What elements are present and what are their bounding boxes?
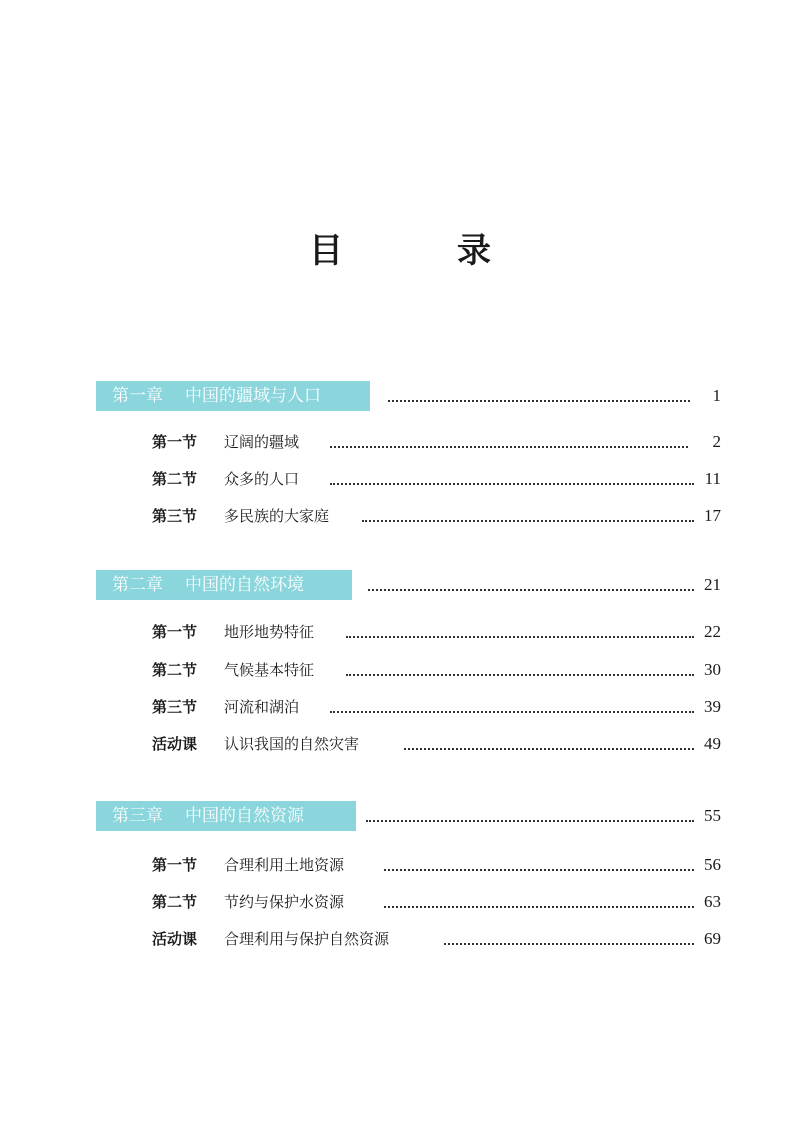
section-title: 河流和湖泊 bbox=[224, 698, 300, 716]
dot-leader bbox=[444, 943, 694, 945]
dot-leader bbox=[384, 869, 694, 871]
chapter-title: 中国的自然环境 bbox=[185, 575, 304, 595]
section-title: 节约与保护水资源 bbox=[224, 893, 345, 911]
toc-section-3-1[interactable] bbox=[0, 850, 800, 880]
chapter-number: 第二章 bbox=[112, 575, 163, 595]
toc-chapter-3[interactable] bbox=[0, 801, 800, 831]
section-label bbox=[152, 617, 314, 647]
dot-leader bbox=[330, 446, 688, 448]
section-number: 第三节 bbox=[152, 698, 198, 716]
section-number: 第二节 bbox=[152, 661, 198, 679]
dot-leader bbox=[346, 636, 694, 638]
section-number: 第三节 bbox=[152, 507, 198, 525]
section-label bbox=[152, 501, 329, 531]
dot-leader bbox=[330, 711, 694, 713]
toc-section-2-3[interactable] bbox=[0, 692, 800, 722]
toc-chapter-1[interactable] bbox=[0, 381, 800, 411]
chapter-title: 中国的自然资源 bbox=[185, 806, 304, 826]
section-label bbox=[152, 692, 299, 722]
section-label bbox=[152, 924, 389, 954]
chapter-page-number: 1 bbox=[712, 386, 721, 405]
section-title: 认识我国的自然灾害 bbox=[224, 735, 360, 753]
section-title: 合理利用与保护自然资源 bbox=[224, 930, 390, 948]
section-label bbox=[152, 887, 344, 917]
dot-leader bbox=[346, 674, 694, 676]
section-title: 众多的人口 bbox=[224, 470, 300, 488]
section-number: 第一节 bbox=[152, 623, 198, 641]
section-number: 第一节 bbox=[152, 856, 198, 874]
section-label bbox=[152, 850, 344, 880]
section-title: 气候基本特征 bbox=[224, 661, 315, 679]
chapter-band bbox=[96, 381, 370, 411]
chapter-number: 第一章 bbox=[112, 386, 163, 406]
section-page-number: 69 bbox=[704, 929, 721, 948]
page-title: 目 录 bbox=[309, 231, 531, 271]
dot-leader bbox=[368, 589, 694, 591]
section-label bbox=[152, 427, 299, 457]
section-page-number: 49 bbox=[704, 734, 721, 753]
section-page-number: 17 bbox=[704, 506, 721, 525]
dot-leader bbox=[330, 483, 694, 485]
toc-section-2-4[interactable] bbox=[0, 729, 800, 759]
section-label bbox=[152, 729, 359, 759]
section-title: 辽阔的疆域 bbox=[224, 433, 300, 451]
section-page-number: 2 bbox=[712, 432, 721, 451]
section-number: 第二节 bbox=[152, 893, 198, 911]
section-number: 活动课 bbox=[152, 930, 198, 948]
section-page-number: 63 bbox=[704, 892, 721, 911]
section-label bbox=[152, 655, 314, 685]
chapter-band bbox=[96, 801, 356, 831]
dot-leader bbox=[366, 820, 694, 822]
toc-section-3-2[interactable] bbox=[0, 887, 800, 917]
dot-leader bbox=[404, 748, 694, 750]
toc-section-1-3[interactable] bbox=[0, 501, 800, 531]
toc-section-3-3[interactable] bbox=[0, 924, 800, 954]
chapter-title: 中国的疆域与人口 bbox=[185, 386, 321, 406]
chapter-page-number: 21 bbox=[704, 575, 721, 594]
section-label bbox=[152, 464, 299, 494]
toc-chapter-2[interactable] bbox=[0, 570, 800, 600]
section-page-number: 11 bbox=[704, 469, 721, 488]
section-page-number: 39 bbox=[704, 697, 721, 716]
section-number: 活动课 bbox=[152, 735, 198, 753]
section-title: 多民族的大家庭 bbox=[224, 507, 330, 525]
toc-section-2-2[interactable] bbox=[0, 655, 800, 685]
dot-leader bbox=[384, 906, 694, 908]
chapter-page-number: 55 bbox=[704, 806, 721, 825]
section-page-number: 56 bbox=[704, 855, 721, 874]
section-number: 第二节 bbox=[152, 470, 198, 488]
section-number: 第一节 bbox=[152, 433, 198, 451]
section-page-number: 22 bbox=[704, 622, 721, 641]
dot-leader bbox=[362, 520, 694, 522]
toc-section-1-1[interactable] bbox=[0, 427, 800, 457]
chapter-band bbox=[96, 570, 352, 600]
dot-leader bbox=[388, 400, 690, 402]
chapter-number: 第三章 bbox=[112, 806, 163, 826]
section-title: 地形地势特征 bbox=[224, 623, 315, 641]
section-page-number: 30 bbox=[704, 660, 721, 679]
toc-section-2-1[interactable] bbox=[0, 617, 800, 647]
section-title: 合理利用土地资源 bbox=[224, 856, 345, 874]
toc-section-1-2[interactable] bbox=[0, 464, 800, 494]
